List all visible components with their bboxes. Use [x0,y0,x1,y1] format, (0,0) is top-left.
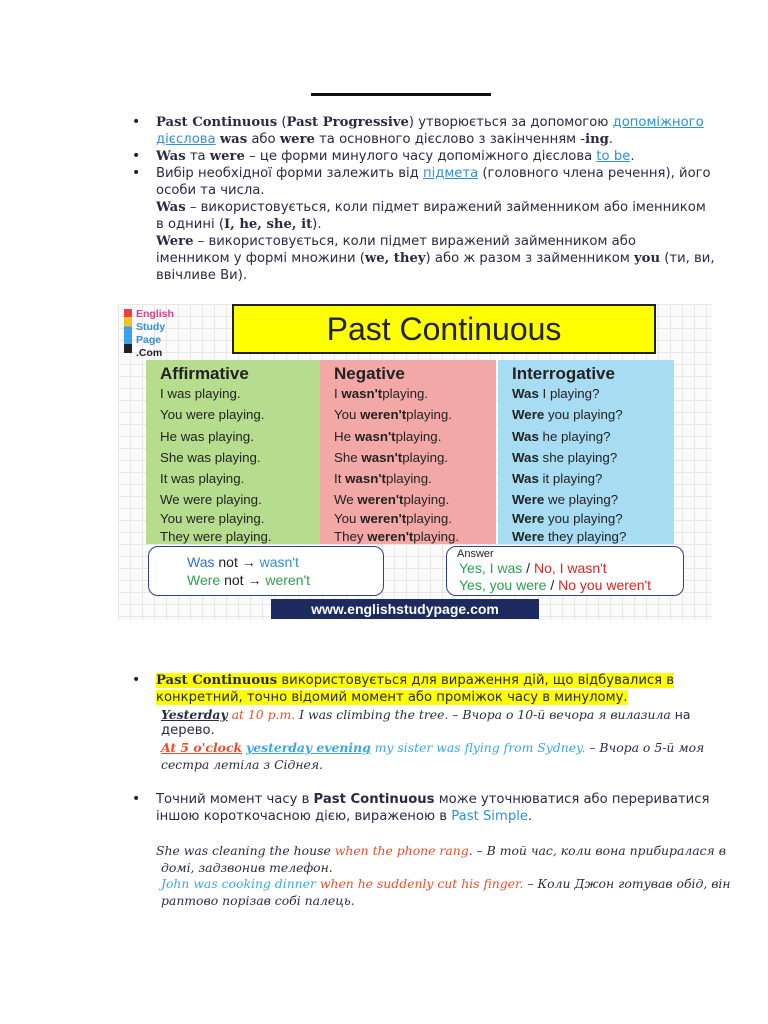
example-4-cont: раптово порізав собі палець. [161,893,355,908]
text: (ти, ви, [660,251,715,266]
term: Past Continuous [156,115,278,130]
text: my sister was flying from Sydney. [370,740,586,755]
text: Yes, you were [459,577,547,593]
example-2 [161,740,704,755]
text: Вибір необхідної форми залежить від [156,166,423,181]
verb: were [186,407,215,422]
verb: wasn't [361,450,403,465]
term: Was [156,149,186,164]
arrow-icon: → [241,554,256,570]
example-2-cont: сестра летіла з Сіднея. [161,757,323,772]
intro-list [132,114,722,284]
text: – використовується, коли підмет виражений займенником або іменником [185,200,706,215]
header-rule [311,93,491,96]
negative-row: You weren'tplaying. [334,511,453,526]
affirmative-row: He was playing. [160,429,254,444]
text: Was [187,554,215,570]
example-1-cont: дерево. [161,723,215,738]
interrogative-heading: Interrogative [512,364,615,383]
text: – використовується, коли підмет виражений займенником або [193,234,636,249]
link-subject[interactable]: підмета [422,166,479,181]
text: / [546,577,559,593]
verb: weren't [367,529,414,544]
negative-row: He wasn'tplaying. [334,429,442,444]
text: / [522,560,534,576]
logo-text: English [136,308,174,320]
text: іменником у формі множини ( [156,251,365,266]
pencil-icon [124,309,132,353]
negative-row: She wasn'tplaying. [334,450,449,465]
example-4 [161,876,731,891]
affirmative-row: I was playing. [160,386,241,401]
arrow-icon: → [247,572,262,588]
answer-label: Answer [457,548,494,560]
affirmative-row: It was playing. [160,471,245,486]
negative-column [320,360,496,544]
text: She was cleaning the house [156,843,335,858]
text: at 10 p.m. [231,707,296,722]
term: you [634,251,661,266]
term: were [209,149,245,164]
usage-bullet-2 [132,791,722,825]
answer-box [446,546,684,596]
negative-row: They weren'tplaying. [334,529,460,544]
text: not [220,572,248,588]
text: ввічливе Ви). [156,268,248,283]
text: . – В той час, коли вона прибиралася в [468,843,726,858]
text: John was cooking dinner [161,876,316,891]
usage-bullet-1 [132,672,722,706]
verb: Were [512,407,545,422]
term: Past Continuous [156,673,278,688]
affirmative-row: We were playing. [160,492,262,507]
verb: were [193,529,223,544]
text: weren't [261,572,311,588]
text: іншою короткочасною дією, вираженою в [156,809,452,824]
verb: Was [512,450,539,465]
text: Were [187,572,221,588]
text: – це форми минулого часу допоміжного дієслова [244,149,597,164]
affirmative-row: You were playing. [160,407,265,422]
text: wasn't [255,554,299,570]
term: ing [585,132,609,147]
text: ( [277,115,287,130]
term: were [279,132,315,147]
verb: Were [512,511,545,526]
affirmative-row: She was playing. [160,450,261,465]
text: ) утворюється за допомогою [408,115,613,130]
link-auxiliary-verb-2[interactable]: дієслова [156,132,216,147]
example-1 [161,707,690,722]
logo-text: Study [136,321,166,333]
text: Yes, I was [459,560,523,576]
verb: was [180,429,205,444]
text: та основного дієслово з закінченням - [314,132,586,147]
text: Past Simple [451,809,528,824]
verb: Was [512,471,539,486]
text: (головного члена речення), його [478,166,711,181]
term: I, he, she, it [223,217,313,232]
text: може уточнюватися або перериватися [434,792,710,807]
text: No, I wasn't [533,560,607,576]
usage-list-2 [132,791,722,825]
negative-row: It wasn'tplaying. [334,471,432,486]
text: not [214,554,242,570]
answer-line-1 [459,560,607,576]
interrogative-row: Was he playing? [512,429,611,444]
verb: weren't [360,407,407,422]
intro-bullet-2 [132,148,722,165]
term: Were [156,234,194,249]
text: особи та числа. [156,183,265,198]
text: ). [312,217,322,232]
interrogative-row: Was it playing? [512,471,603,486]
verb: were [183,492,213,507]
usage-list-1 [132,672,722,706]
text: . [630,149,635,164]
verb: Was [512,429,539,444]
term: Was [156,200,186,215]
text: – Коли Джон готував обід, він [523,876,731,891]
link-auxiliary-verb[interactable]: допоміжного [612,115,704,130]
interrogative-row: Was I playing? [512,386,600,401]
affirmative-row: You were playing. [160,511,265,526]
website-url: www.englishstudypage.com [271,599,539,619]
verb: Was [512,386,539,401]
verb: weren't [357,492,404,507]
text: конкретний, точно відомий момент або проміжок часу в минулому. [156,690,628,705]
infographic-title: Past Continuous [232,304,656,354]
text: використовується для вираження дій, що відбувалися в [277,673,675,688]
verb: wasn't [345,471,386,486]
verb: wasn't [354,429,396,444]
interrogative-row: Were we playing? [512,492,619,507]
term: Past Continuous [313,792,435,807]
verb: Were [512,492,545,507]
term: was [219,132,248,147]
text: ) або ж разом з займенником [425,251,635,266]
negative-row: I wasn'tplaying. [334,386,429,401]
text: . [608,132,614,147]
verb: weren't [360,511,407,526]
text: – Вчора о 5-й моя [585,740,705,755]
verb: was [167,386,192,401]
interrogative-row: Were you playing? [512,511,623,526]
text: No you weren't [558,577,652,593]
verb: was [171,471,195,486]
text: в однині ( [156,217,224,232]
verb: was [187,450,212,465]
example-3 [156,843,726,858]
link-to-be[interactable]: to be [596,149,631,164]
verb: were [186,511,215,526]
contraction-was [187,554,299,570]
example-3-cont: домі, задзвонив телефон. [161,860,333,875]
text: when the phone rang [334,843,469,858]
site-logo [124,306,184,360]
interrogative-column [498,360,674,544]
answer-line-2 [459,577,651,593]
logo-text: .Com [136,347,163,359]
term: Past Progressive [286,115,409,130]
term: we, they [364,251,426,266]
text: when he suddenly cut his finger. [315,876,524,891]
text: yesterday evening [246,740,371,755]
verb: Were [512,529,545,544]
text: Точний момент часу в [156,792,314,807]
contractions-box [148,546,384,596]
interrogative-row: Were they playing? [512,529,627,544]
text: та [185,149,210,164]
negative-row: You weren'tplaying. [334,407,453,422]
past-continuous-infographic [118,304,712,620]
text: At 5 o'clock [161,740,243,755]
intro-bullet-1 [132,114,722,148]
intro-bullet-3 [132,165,722,284]
verb: wasn't [341,386,383,401]
negative-heading: Negative [334,364,405,383]
text: або [247,132,280,147]
affirmative-row: They were playing. [160,529,272,544]
text: . [527,809,533,824]
negative-row: We weren'tplaying. [334,492,450,507]
text: I was climbing the tree. – Вчора о 10-й вечора я вилазила [295,707,671,722]
affirmative-heading: Affirmative [160,364,249,383]
logo-text: Page [136,334,162,346]
interrogative-row: Were you playing? [512,407,623,422]
interrogative-row: Was she playing? [512,450,618,465]
affirmative-column [146,360,322,544]
text: Yesterday [161,707,228,722]
text: на [670,707,691,722]
contraction-were [187,572,310,588]
